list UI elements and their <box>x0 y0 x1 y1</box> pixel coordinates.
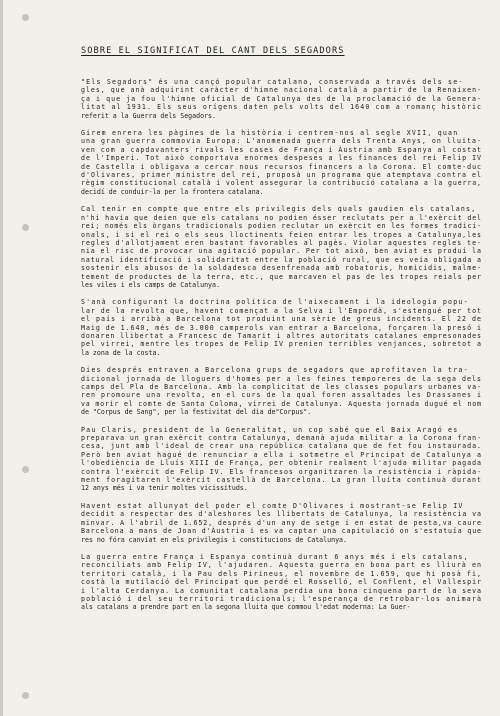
document-title: SOBRE EL SIGNIFICAT DEL CANT DELS SEGADORS <box>81 46 345 56</box>
text-line: als catalans a prendre part en la segona lluita que commou l'edat moderna: La Guer- <box>81 603 411 612</box>
text-line: natural identificació i solidaritat entre la població rural, que es veia obligada a <box>81 255 482 264</box>
text-line: La guerra entre França i Espanya continuà durant 6 anys més i els catalans, <box>81 552 469 561</box>
text-line: de Castella i obligava a cercar nous recursos financers a la Corona. El comte-duc <box>81 162 482 171</box>
text-line: sostenir els abusos de la soldadesca desenfrenada amb robatoris, homicidis, malme- <box>81 264 482 273</box>
text-line: Cal tenir en compte que entre els privilegis dels quals gaudien els catalans, <box>81 205 477 214</box>
binder-hole <box>22 466 29 473</box>
text-line: minvar. A l'abril de 1.652, després d'un any de setge i en estat de pesta,va caure <box>81 518 482 527</box>
binder-hole <box>22 692 29 699</box>
text-line: costà la mutilació del Principat que perdé el Rosselló, el Conflent, el Vallespir <box>81 578 482 587</box>
text-line: ven com a capdavanters rivals les cases de França i Àustria amb Espanya al costat <box>81 145 482 154</box>
paragraph <box>81 78 481 120</box>
text-line: territori català, i la Pau dels Pirineus, el novembre de 1.659, que hi posà fi, <box>81 569 483 578</box>
text-line: camps del Pla de Barcelona. Amb la complicitat de les classes populars urbanes va- <box>81 383 482 391</box>
text-line: ça i que ja fou l'himne oficial de Catalunya des de la proclamació de la Genera- <box>81 94 483 103</box>
text-line: dicional jornada de lloguers d'homes per a les feines temporeres de la sega dels <box>81 374 483 383</box>
paragraph <box>81 502 481 544</box>
text-line: tement de productes de la terra, etc., que marcaven el pas de les tropes reials per <box>81 272 482 281</box>
text-line: Havent estat allunyat del poder el comte D'Olivares i mostrant-se Felip IV <box>81 501 464 510</box>
text-line: rei; només els òrgans tradicionals podien reclutar un exèrcit en les formes tradici- <box>81 222 482 231</box>
text-line: el país i arribà a Barcelona tot produint una sèrie de greus incidents. El 22 de <box>81 315 483 324</box>
text-line: contra l'exèrcit de Felip IV. Els francesos organitzaren la resistència i ràpida- <box>81 467 482 476</box>
text-line: les viles i els camps de Catalunya. <box>81 280 220 289</box>
text-line: preparava un gran exèrcit contra Catalunya, demanà ajuda militar a la Corona fran- <box>81 434 482 443</box>
text-line: Però ben aviat hagué de renunciar a ella i sotmetre el Principat de Catalunya a <box>81 450 483 459</box>
text-line: d'Olivares, primer ministre del rei, proposà un programa que atemptava contra el <box>81 171 483 180</box>
paragraph <box>81 426 481 493</box>
text-line: reconciliats amb Felip IV, l'ajudaren. Aquesta guerra en bona part es lliurà en <box>81 561 483 570</box>
text-line: de "Corpus de Sang", per la festivitat del dia de"Corpus". <box>81 408 312 417</box>
text-line: Barcelona a mans de Joan d'Àustria i es va captar una capitulació on s'estatuïa que <box>81 527 482 536</box>
text-line: Dies després entraven a Barcelona grups de segadors que aprofitaven la tra- <box>81 366 469 375</box>
text-line: ren promoure una revolta, en el curs de la qual foren assaltades les Drassanes i <box>81 391 483 400</box>
text-line: una gran guerra commovia Europa: L'anomenada guerra dels Trenta Anys, on lluita- <box>81 137 483 146</box>
text-line: ment foragitaren l'exèrcit castellà de Barcelona. La gran lluita continuà durant <box>81 476 483 485</box>
paragraph <box>81 553 481 612</box>
text-line: gles, que anà adquirint caràcter d'himne nacional català a partir de la Renaixen- <box>81 86 482 95</box>
text-line: lar de la revolta que, havent començat a la Selva i l'Empordà, s'estengué per tot <box>81 306 482 315</box>
text-line: regles d'allotjament eren bastant favorables al pagès. Violar aquestes regles te- <box>81 238 482 247</box>
binder-hole <box>22 14 29 21</box>
paragraph <box>81 129 481 196</box>
paragraph <box>81 366 481 416</box>
text-line: decidí de conduir-la per la frontera catalana. <box>81 187 264 196</box>
text-line: cesa, junt amb l'ideal de crear una república catalana que de fet fou instaurada. <box>81 442 482 451</box>
text-line: Pau Claris, president de la Generalitat, un cop sabé que el Baix Aragó es <box>81 425 459 434</box>
text-line: 12 anys més i va tenir moltes vicissituds. <box>81 484 248 493</box>
text-line: de l'Imperi. Tot això comportava enormes despeses a les finances del rei Felip IV <box>81 154 482 163</box>
paragraph <box>81 205 481 289</box>
paragraph <box>81 298 481 357</box>
text-line: pel virrei, mentre les tropes de Felip IV prenien terribles venjances, sobretot a <box>81 340 482 349</box>
text-line: referit a la Guerra dels Segadors. <box>81 111 216 120</box>
text-line: n'hi havia que deien que els catalans no podien ésser reclutats per a l'exèrcit del <box>81 213 482 222</box>
binder-hole <box>22 224 29 231</box>
text-line: va morir el comte de Santa Coloma, virrei de Catalunya. Aquesta jornada dugué el nom <box>81 399 482 408</box>
text-line: i l'alta Cerdanya. La comunitat catalana perdia una bona cinquena part de la seva <box>81 586 482 595</box>
text-line: litat al 1931. Els seus orígens daten pels volts del 1640 com a romanç històric <box>81 103 483 112</box>
text-line: donaren llibertat a Francesc de Tamarit i altres autoritats catalanes empresonades <box>81 331 482 340</box>
text-line: població i del seu territori tradicionals; l'esperança de retrobar-los animarà <box>81 594 483 603</box>
text-line: Maig de 1.640, més de 3.000 camperols van entrar a Barcelona, forçaren la presó i <box>81 323 482 332</box>
text-line: decidit a respectar des d'aleshores les llibertats de Catalunya, la resistència va <box>81 510 482 519</box>
text-line: onals, i si el rei o els seus lloctinents feien entrar les tropes a Catalunya,les <box>81 230 482 239</box>
text-line: "Els Segadors" és una cançó popular catalana, conservada a través dels se- <box>81 78 464 86</box>
text-line: S'anà configurant la doctrina política de l'aixecament i la ideologia popu- <box>81 298 469 307</box>
text-line: nia el risc de provocar una agitació popular. Per tot això, ben aviat es produí la <box>81 247 482 256</box>
text-line: l'obediència de Lluís XIII de França, per obtenir realment l'ajuda militar pagada <box>81 459 482 468</box>
text-line: la zona de la costa. <box>81 348 161 357</box>
text-line: règim constitucional català i volent assegurar la contribució catalana a la guerra, <box>81 179 482 188</box>
document-body <box>81 78 481 621</box>
text-line: res no fóra canviat en els privilegis i constitucions de Catalunya. <box>81 535 347 544</box>
text-line: Girem enrera les pàgines de la història i centrem-nos al segle XVII, quan <box>81 129 459 138</box>
